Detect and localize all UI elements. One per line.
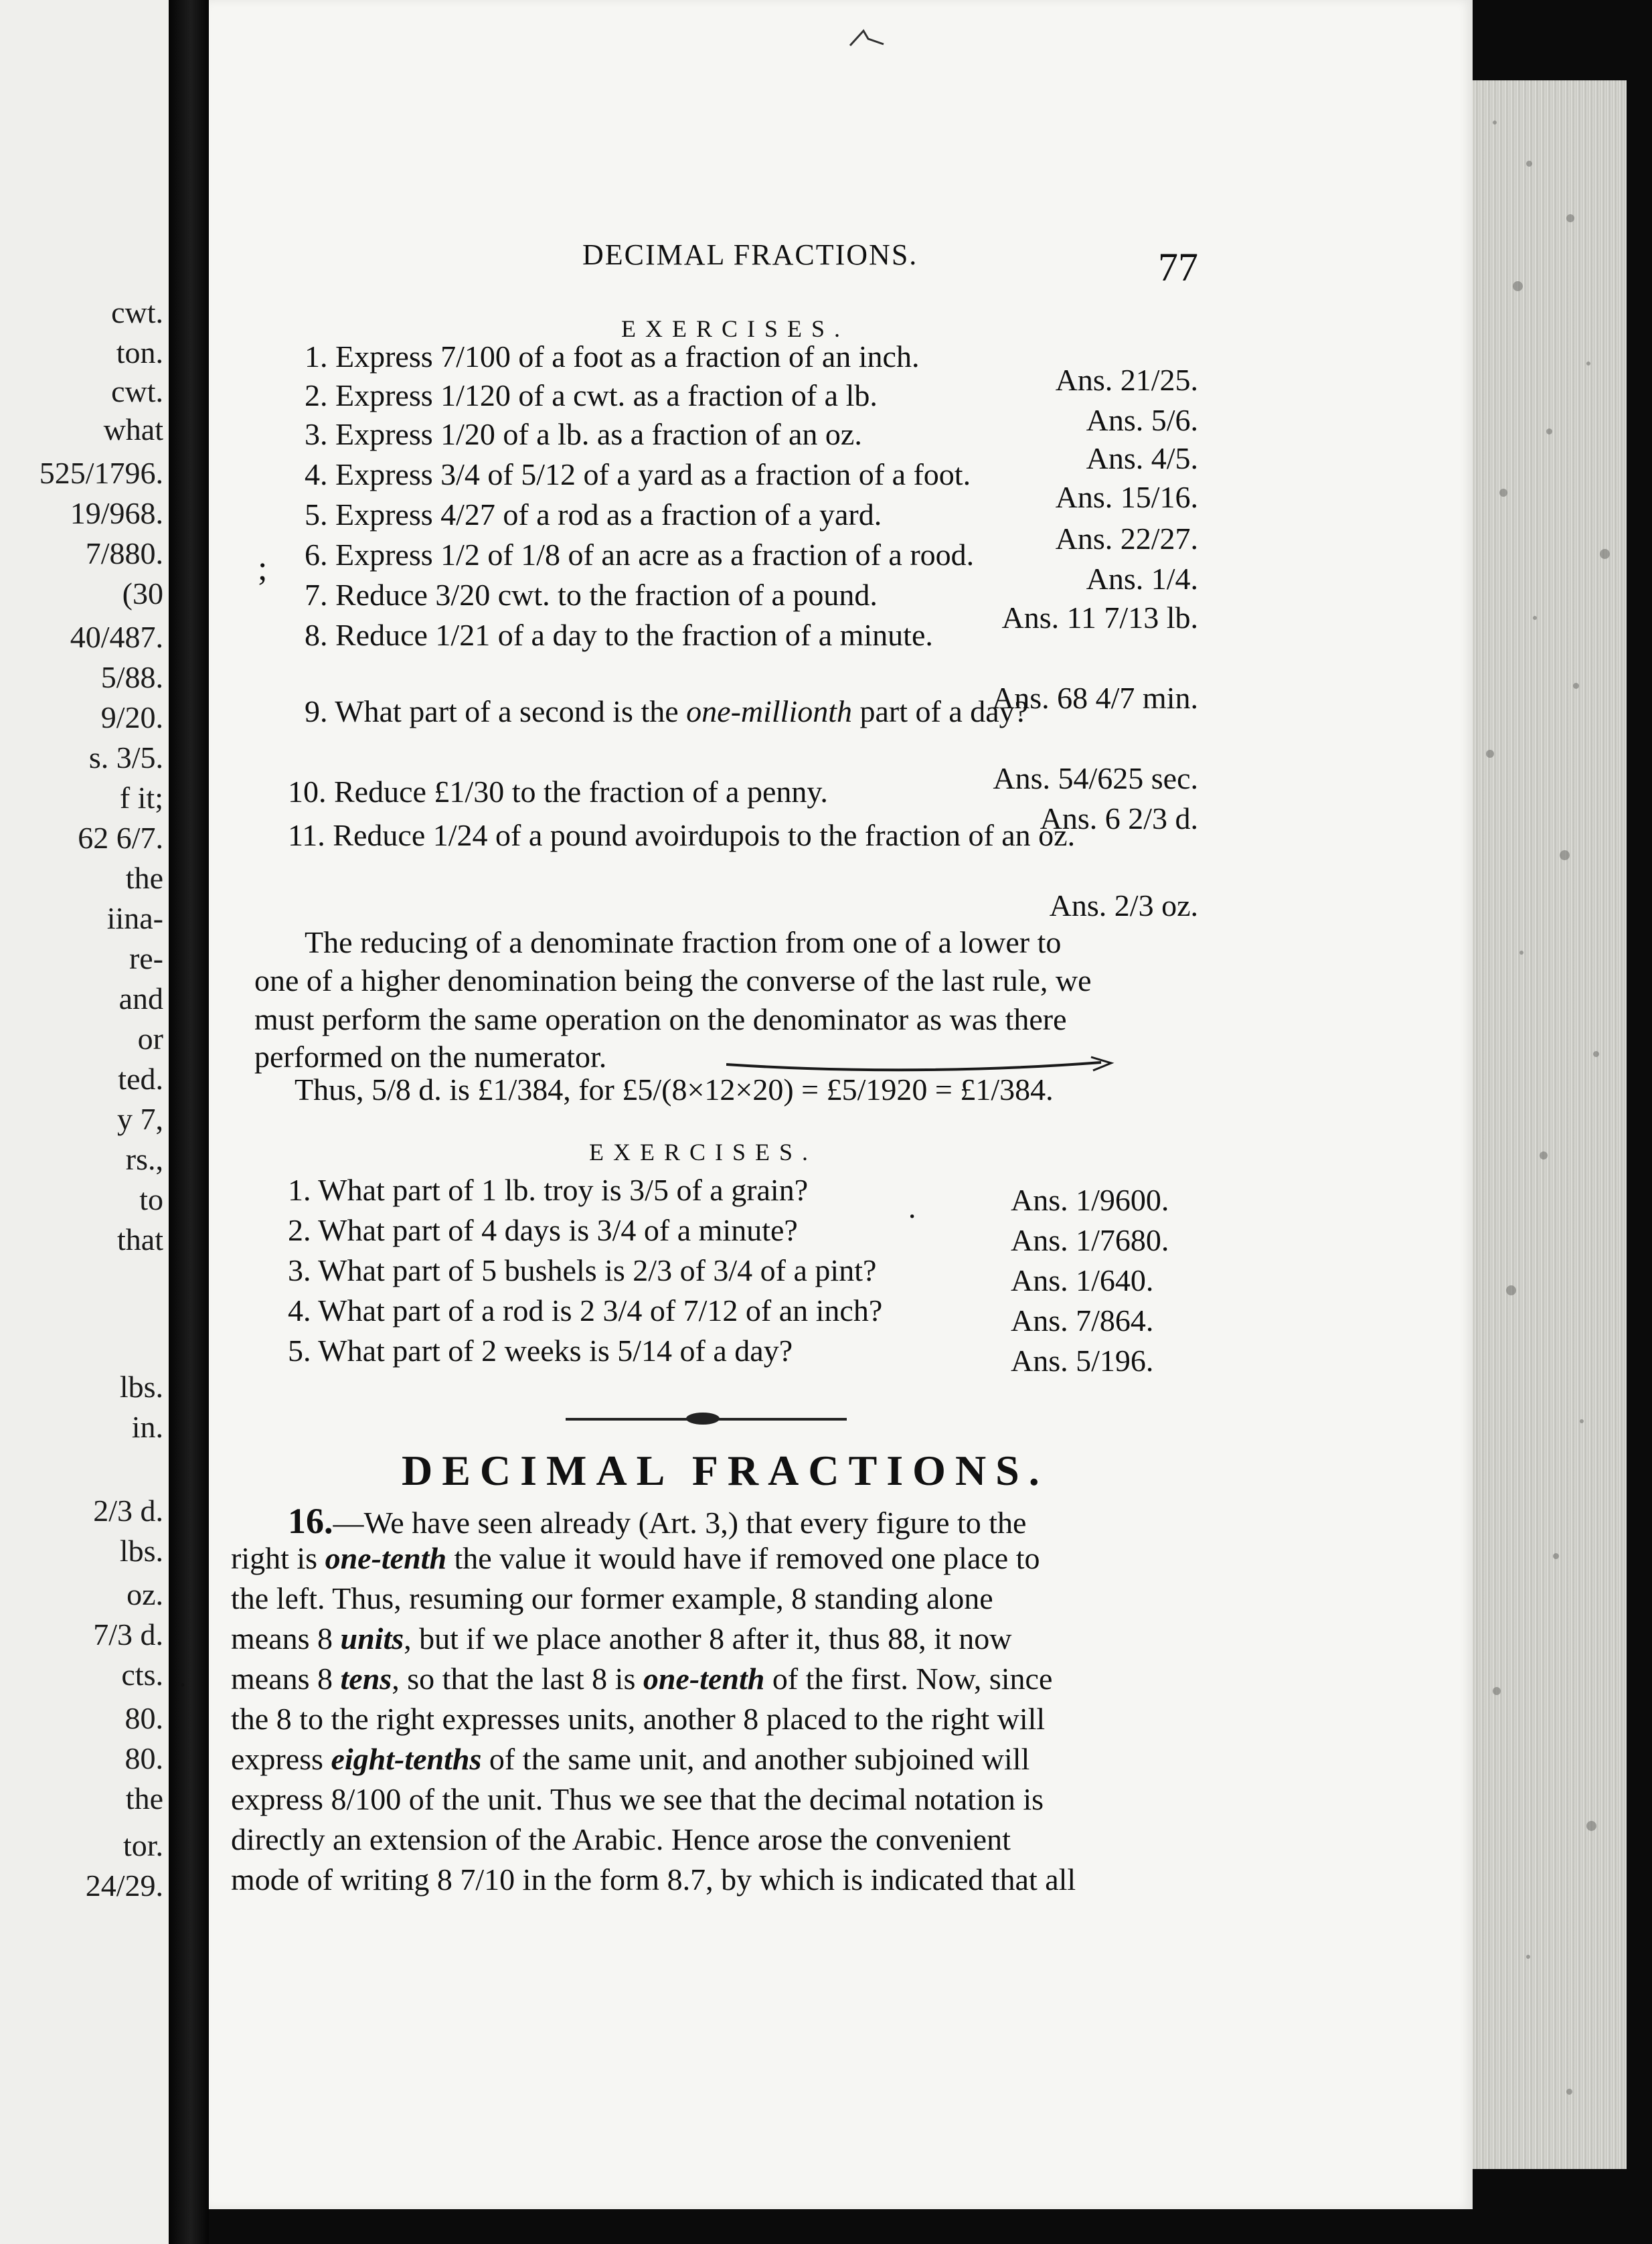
section-line <box>231 1784 1044 1815</box>
facing-page-fragment: cts. <box>121 1658 163 1692</box>
section-text: , so that the last 8 is <box>392 1662 643 1696</box>
exercise-text: Reduce 1/24 of a pound avoirdupois to the fraction of an oz. <box>333 818 1076 852</box>
running-title: DECIMAL FRACTIONS. <box>582 238 918 271</box>
exercise-item <box>305 341 919 372</box>
book-gutter <box>169 0 209 2244</box>
section-line <box>231 1543 1040 1574</box>
exercise-text: Reduce 1/21 of a day to the fraction of a minute. <box>335 618 933 652</box>
paper-speck <box>1540 1151 1548 1159</box>
exercise-number: 8. <box>305 618 335 652</box>
exercise-answer: Ans. 2/3 oz. <box>1049 888 1198 923</box>
exercise-answer: Ans. 22/27. <box>1055 522 1198 556</box>
exercise-item <box>305 620 933 651</box>
paragraph-line: must perform the same operation on the denominator as was there <box>254 1002 1067 1036</box>
section-text: means 8 <box>231 1662 341 1696</box>
paper-speck <box>1493 121 1497 125</box>
exercise-text: Express 1/20 of a lb. as a fraction of an oz. <box>335 417 862 451</box>
facing-page-fragment: 62 6/7. <box>78 821 163 855</box>
section-line <box>231 1704 1045 1735</box>
facing-page-fragment: (30 <box>122 576 163 611</box>
exercise-item <box>288 1215 798 1246</box>
paper-speck <box>1486 750 1494 758</box>
exercise-number: 10. <box>288 775 334 809</box>
emphasized-term: units <box>340 1621 404 1656</box>
section-text: directly an extension of the Arabic. Hence arose the convenient <box>231 1822 1011 1856</box>
paper-speck <box>1566 214 1574 222</box>
facing-page-fragment: to <box>139 1182 163 1216</box>
exercise-answer: Ans. 11 7/13 lb. <box>1001 600 1198 635</box>
paper-speck <box>1586 362 1590 366</box>
exercise-answer: Ans. 6 2/3 d. <box>1040 801 1198 835</box>
facing-page-fragment: rs., <box>125 1142 163 1176</box>
facing-page-fragment: oz. <box>127 1577 163 1611</box>
exercise-text: What part of a second is the <box>335 694 687 728</box>
exercise-item <box>288 820 1075 851</box>
exercise-text: What part of 5 bushels is 2/3 of 3/4 of a pint? <box>318 1253 877 1287</box>
margin-mark: ; <box>258 550 268 588</box>
exercise-item <box>288 1175 808 1206</box>
facing-page-fragment: 19/968. <box>70 496 163 530</box>
exercise-item <box>305 419 862 450</box>
stray-dot: · <box>907 1199 918 1233</box>
section-text: the value it would have if removed one place to <box>446 1541 1040 1575</box>
paper-speck <box>1546 428 1552 434</box>
section-line <box>231 1744 1029 1775</box>
exercise-text: What part of 2 weeks is 5/14 of a day? <box>318 1334 793 1368</box>
section-text: means 8 <box>231 1621 341 1656</box>
exercise-item <box>288 1255 876 1286</box>
emphasized-term: tens <box>340 1662 392 1696</box>
section-line <box>231 1824 1011 1855</box>
paper-speck <box>1533 616 1537 620</box>
facing-page-fragment: or <box>137 1022 163 1056</box>
exercise-text: Express 1/2 of 1/8 of an acre as a fraction of a rood. <box>335 538 975 572</box>
exercise-text: one-millionth <box>686 694 853 728</box>
exercise-item <box>305 380 878 411</box>
section-line <box>231 1583 993 1614</box>
exercise-item <box>288 777 828 807</box>
exercise-number: 4. <box>288 1293 319 1328</box>
paper-speck <box>1506 1285 1516 1295</box>
exercise-number: 5. <box>288 1334 319 1368</box>
facing-page-fragment: ted. <box>118 1062 163 1096</box>
exercise-item <box>305 459 971 490</box>
exercises-heading-2: EXERCISES. <box>589 1139 818 1166</box>
facing-page-fragment: tor. <box>122 1828 163 1862</box>
facing-page-fragment: re- <box>129 941 163 975</box>
section-line <box>231 1623 1011 1654</box>
facing-page-fragment: 525/1796. <box>39 456 163 490</box>
section-text: of the same unit, and another subjoined will <box>481 1742 1030 1776</box>
exercise-answer: Ans. 5/196. <box>1011 1344 1154 1378</box>
facing-page-fragment: 2/3 d. <box>93 1494 163 1528</box>
paragraph-line: The reducing of a denominate fraction from one of a lower to <box>305 925 1062 959</box>
exercise-answer: Ans. 68 4/7 min. <box>992 681 1198 715</box>
exercise-number: 6. <box>305 538 335 572</box>
divider-ornament <box>686 1413 720 1425</box>
paper-speck <box>1519 951 1523 955</box>
facing-page-fragment: what <box>103 412 163 447</box>
facing-page-fragment: in. <box>131 1410 163 1444</box>
section-text: right is <box>231 1541 325 1575</box>
facing-page-fragment: lbs. <box>119 1370 163 1404</box>
facing-page-fragment: 9/20. <box>100 700 163 734</box>
paper-speck <box>1493 1687 1501 1695</box>
exercise-answer: Ans. 21/25. <box>1055 363 1198 397</box>
emphasized-term: one-tenth <box>325 1541 447 1575</box>
exercise-text: Express 3/4 of 5/12 of a yard as a fraction of a foot. <box>335 457 971 491</box>
section-text: of the first. Now, since <box>764 1662 1053 1696</box>
exercise-number: 3. <box>288 1253 319 1287</box>
article-first-line <box>288 1503 1026 1539</box>
exercise-item <box>305 499 882 530</box>
facing-page-fragment: iina- <box>106 901 163 935</box>
section-text: , but if we place another 8 after it, thus 88, it now <box>404 1621 1012 1656</box>
exercise-text: What part of 1 lb. troy is 3/5 of a grain? <box>318 1173 809 1207</box>
facing-page-fragment: that <box>117 1222 163 1257</box>
section-text: mode of writing 8 7/10 in the form 8.7, by which is indicated that all <box>231 1862 1076 1897</box>
exercise-answer: Ans. 54/625 sec. <box>993 761 1198 795</box>
section-title: DECIMAL FRACTIONS. <box>402 1447 1049 1494</box>
paper-speck <box>1553 1553 1559 1559</box>
exercise-text: What part of 4 days is 3/4 of a minute? <box>318 1213 798 1247</box>
section-text: the left. Thus, resuming our former example, 8 standing alone <box>231 1581 993 1615</box>
paragraph-line: one of a higher denomination being the converse of the last rule, we <box>254 963 1092 997</box>
exercises-heading-1: EXERCISES. <box>621 315 850 342</box>
worked-example: Thus, 5/8 d. is £1/384, for £5/(8×12×20) = £5/1920 = £1/384. <box>295 1072 1054 1107</box>
exercise-item <box>305 696 1028 727</box>
facing-page-fragment: lbs. <box>119 1534 163 1568</box>
emphasized-term: one-tenth <box>643 1662 765 1696</box>
exercise-number: 9. <box>305 694 335 728</box>
facing-page-fragment: cwt. <box>111 295 163 329</box>
facing-page-fragment: 80. <box>125 1701 163 1735</box>
facing-page-fragment: 80. <box>125 1741 163 1775</box>
section-text: express <box>231 1742 331 1776</box>
exercise-answer: Ans. 7/864. <box>1011 1303 1154 1338</box>
paper-speck <box>1593 1051 1599 1057</box>
exercise-number: 2. <box>288 1213 319 1247</box>
facing-page-edge <box>0 0 169 2244</box>
paper-speck <box>1573 683 1579 689</box>
exercise-number: 5. <box>305 497 335 532</box>
exercise-text: Express 7/100 of a foot as a fraction of an inch. <box>335 339 920 374</box>
exercise-number: 7. <box>305 578 335 612</box>
facing-page-fragment: 24/29. <box>85 1868 163 1903</box>
paper-speck <box>1560 850 1570 860</box>
facing-page-fragment: 40/487. <box>70 620 163 654</box>
facing-page-fragment: cwt. <box>111 374 163 408</box>
paper-speck <box>1580 1419 1584 1423</box>
facing-page-fragment: 7/3 d. <box>93 1617 163 1652</box>
exercise-item <box>305 540 974 570</box>
article-lead: —We have seen already (Art. 3,) that every figure to the <box>333 1506 1027 1540</box>
exercise-text: Reduce £1/30 to the fraction of a penny. <box>334 775 828 809</box>
exercise-answer: Ans. 15/16. <box>1055 480 1198 514</box>
facing-page-fragment: the <box>125 861 163 895</box>
facing-page-fragment: s. 3/5. <box>88 740 163 775</box>
exercise-number: 3. <box>305 417 335 451</box>
facing-page-fragment: f it; <box>119 781 163 815</box>
background-corner <box>1473 0 1652 80</box>
facing-page-fragment: 7/880. <box>85 536 163 570</box>
exercise-answer: Ans. 5/6. <box>1086 403 1198 437</box>
facing-page-fragment: y 7, <box>117 1102 163 1136</box>
exercise-answer: Ans. 1/640. <box>1011 1263 1154 1297</box>
facing-page-fragment: and <box>118 981 163 1016</box>
exercise-text: part of a day? <box>852 694 1029 728</box>
exercise-number: 1. <box>288 1173 319 1207</box>
section-text: express 8/100 of the unit. Thus we see that the decimal notation is <box>231 1782 1044 1816</box>
exercise-number: 11. <box>288 818 333 852</box>
page-block-edge <box>1473 80 1627 2169</box>
paper-speck <box>1600 549 1610 559</box>
exercise-answer: Ans. 4/5. <box>1086 441 1198 475</box>
section-line <box>231 1664 1052 1694</box>
exercise-answer: Ans. 1/7680. <box>1011 1223 1169 1257</box>
paper-speck <box>1526 161 1532 167</box>
exercise-item <box>305 580 878 611</box>
paper-speck <box>1526 1955 1530 1959</box>
paper-speck <box>1513 281 1523 291</box>
exercise-number: 2. <box>305 378 335 412</box>
exercise-answer: Ans. 1/4. <box>1086 562 1198 596</box>
exercise-text: Reduce 3/20 cwt. to the fraction of a pound. <box>335 578 878 612</box>
exercise-text: Express 4/27 of a rod as a fraction of a yard. <box>335 497 882 532</box>
exercise-answer: Ans. 1/9600. <box>1011 1183 1169 1217</box>
page-number: 77 <box>1158 245 1198 289</box>
facing-page-fragment: 5/88. <box>100 660 163 694</box>
paper-speck <box>1586 1821 1596 1831</box>
exercise-item <box>288 1336 793 1366</box>
exercise-text: Express 1/120 of a cwt. as a fraction of a lb. <box>335 378 878 412</box>
paper-speck <box>1499 489 1507 497</box>
paper-speck <box>1566 2089 1572 2095</box>
article-number: 16. <box>288 1501 333 1541</box>
exercise-number: 4. <box>305 457 335 491</box>
exercise-text: What part of a rod is 2 3/4 of 7/12 of an inch? <box>318 1293 883 1328</box>
exercise-item <box>288 1295 882 1326</box>
section-text: the 8 to the right expresses units, another 8 placed to the right will <box>231 1702 1046 1736</box>
facing-page-fragment: ton. <box>116 335 163 370</box>
paper-tear-mark <box>847 25 887 52</box>
facing-page-fragment: the <box>125 1781 163 1816</box>
emphasized-term: eight-tenths <box>331 1742 482 1776</box>
paragraph-line: performed on the numerator. <box>254 1040 607 1074</box>
section-line <box>231 1864 1076 1895</box>
stray-dot: · <box>177 1668 188 1702</box>
exercise-number: 1. <box>305 339 335 374</box>
